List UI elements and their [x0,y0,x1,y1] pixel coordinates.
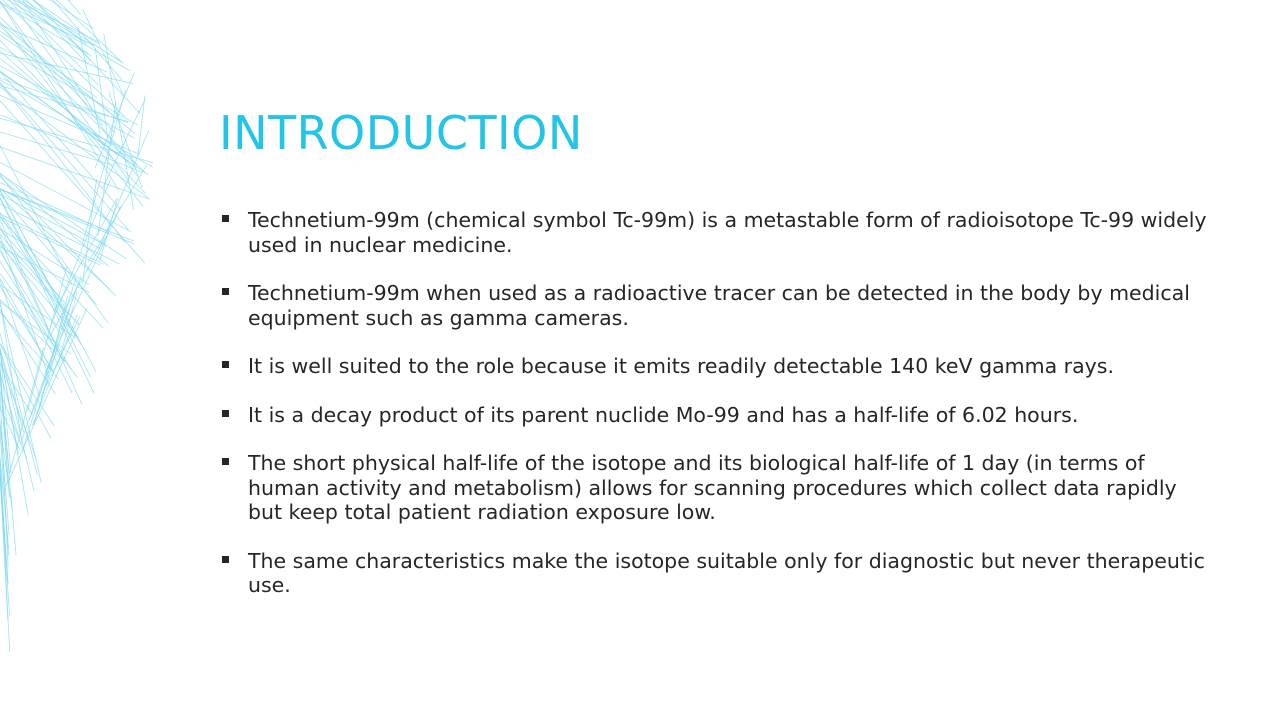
square-bullet-icon [222,361,229,368]
bullet-item [220,208,1210,257]
bullet-text: The same characteristics make the isotope suitable only for diagnostic but never therapeutic use. [248,548,1205,597]
bullet-text: Technetium-99m when used as a radioactive tracer can be detected in the body by medical equipment such as gamma cameras. [248,281,1190,330]
bullet-item [220,451,1210,525]
square-bullet-icon [222,288,229,295]
bullet-text: It is a decay product of its parent nuclide Mo-99 and has a half-life of 6.02 hours. [248,402,1079,427]
square-bullet-icon [222,215,229,222]
square-bullet-icon [222,410,229,417]
bullet-item [220,549,1210,598]
bullet-item [220,403,1210,428]
square-bullet-icon [222,458,229,465]
wireframe-decoration [0,0,220,720]
bullet-item [220,281,1210,330]
bullet-list [220,208,1210,622]
square-bullet-icon [222,556,229,563]
slide-title: INTRODUCTION [219,106,583,160]
bullet-text: It is well suited to the role because it emits readily detectable 140 keV gamma rays. [248,354,1114,378]
bullet-text: Technetium-99m (chemical symbol Tc-99m) is a metastable form of radioisotope Tc-99 widely used in nuclear medicine. [248,208,1207,257]
bullet-text: The short physical half-life of the isotope and its biological half-life of 1 day (in terms of human activity and metabolism) allows for scanning procedures which collect data rapidly but keep total patient radiation exposure low. [248,451,1177,524]
bullet-item [220,354,1210,379]
